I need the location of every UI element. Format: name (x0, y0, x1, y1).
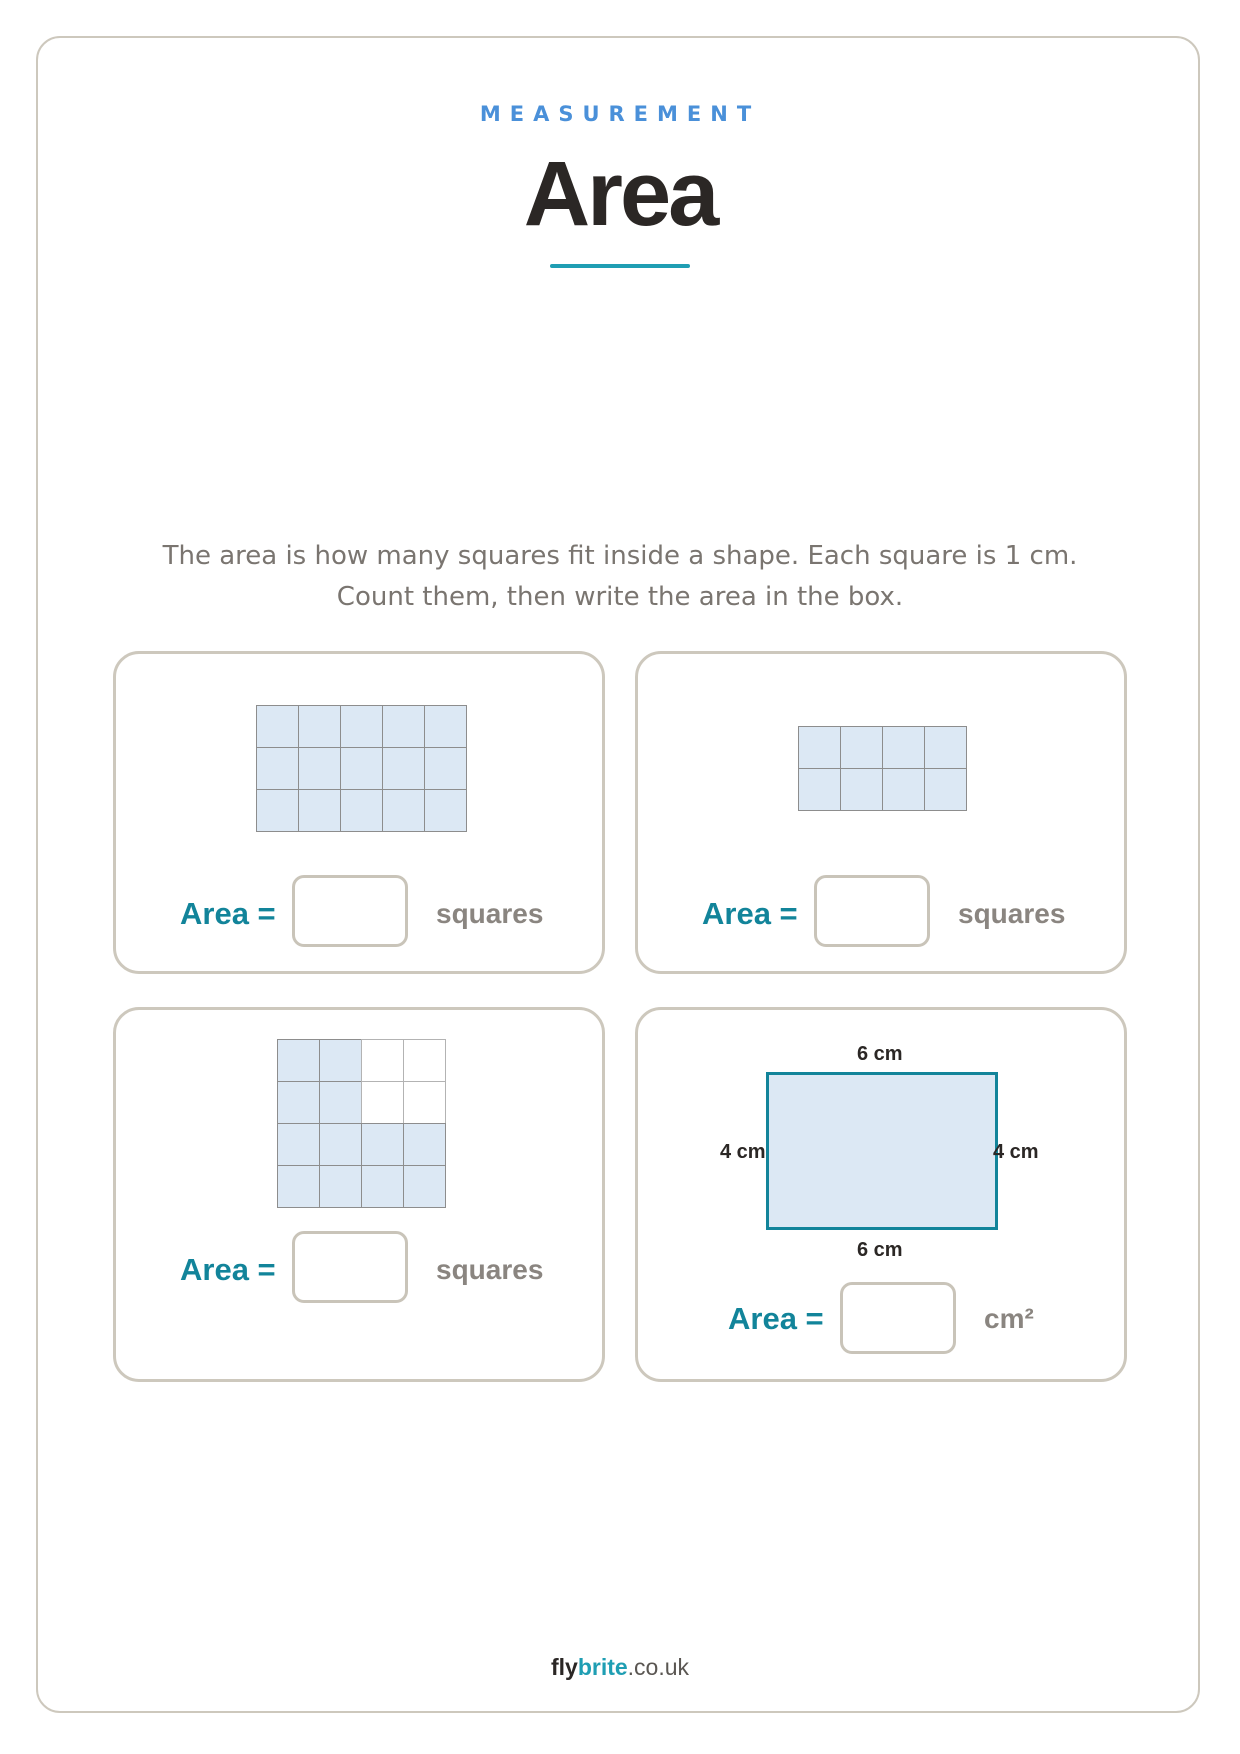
grid-square-filled (361, 1123, 404, 1166)
grid-square-filled (277, 1081, 320, 1124)
area-label: Area = (728, 1301, 824, 1336)
title-underline (550, 264, 690, 268)
grid-square-filled (277, 1165, 320, 1208)
answer-box-3[interactable] (292, 1231, 408, 1303)
grid-square-empty (361, 1039, 404, 1082)
grid-square-filled (277, 1039, 320, 1082)
answer-box-2[interactable] (814, 875, 930, 947)
grid-square-filled (340, 705, 383, 748)
grid-square-filled (298, 705, 341, 748)
answer-box-1[interactable] (292, 875, 408, 947)
unit-label: squares (958, 898, 1066, 929)
grid-square-filled (340, 789, 383, 832)
question-card-4 (635, 1007, 1127, 1382)
grid-square-filled (424, 747, 467, 790)
grid-square-filled (798, 726, 841, 769)
grid-square-empty (403, 1039, 446, 1082)
grid-square-filled (319, 1039, 362, 1082)
grid-square-filled (924, 768, 967, 811)
grid-square-filled (256, 747, 299, 790)
dimension-right: 4 cm (993, 1141, 1039, 1163)
grid-square-filled (382, 747, 425, 790)
grid-square-filled (382, 789, 425, 832)
grid-square-filled (840, 768, 883, 811)
question-card-2 (635, 651, 1127, 974)
grid-square-filled (403, 1123, 446, 1166)
page-title: Area (523, 143, 717, 245)
grid-square-filled (319, 1165, 362, 1208)
square-grid-3 (277, 1039, 445, 1207)
grid-square-filled (298, 789, 341, 832)
grid-square-filled (340, 747, 383, 790)
square-grid-1 (256, 705, 466, 831)
grid-square-filled (840, 726, 883, 769)
section-eyebrow: MEASUREMENT (479, 102, 761, 126)
footer-brand (0, 1654, 1240, 1681)
rectangle-shape (766, 1072, 998, 1230)
brand-domain: .co.uk (627, 1654, 690, 1680)
grid-square-filled (256, 705, 299, 748)
grid-square-filled (277, 1123, 320, 1166)
unit-label: squares (436, 1254, 544, 1285)
grid-square-filled (403, 1165, 446, 1208)
grid-square-filled (924, 726, 967, 769)
dimension-top: 6 cm (857, 1043, 903, 1065)
grid-square-filled (298, 747, 341, 790)
instructions-line-2: Count them, then write the area in the box. (336, 582, 904, 612)
area-label: Area = (180, 896, 276, 931)
unit-label: cm² (984, 1303, 1034, 1334)
dimension-left: 4 cm (720, 1141, 766, 1163)
instructions-line-1: The area is how many squares fit inside a shape. Each square is 1 cm. (162, 541, 1078, 571)
grid-square-filled (882, 768, 925, 811)
question-card-3 (113, 1007, 605, 1382)
grid-square-filled (319, 1081, 362, 1124)
grid-square-empty (403, 1081, 446, 1124)
question-card-1 (113, 651, 605, 974)
grid-square-filled (256, 789, 299, 832)
grid-square-filled (882, 726, 925, 769)
area-label: Area = (180, 1252, 276, 1287)
area-label: Area = (702, 896, 798, 931)
brand-fly: fly (550, 1654, 578, 1680)
brand-brite: brite (577, 1654, 628, 1680)
dimension-bottom: 6 cm (857, 1239, 903, 1261)
grid-square-filled (798, 768, 841, 811)
grid-square-empty (361, 1081, 404, 1124)
instructions (80, 536, 1160, 618)
grid-square-filled (382, 705, 425, 748)
grid-square-filled (319, 1123, 362, 1166)
grid-square-filled (424, 705, 467, 748)
grid-square-filled (361, 1165, 404, 1208)
unit-label: squares (436, 898, 544, 929)
answer-box-4[interactable] (840, 1282, 956, 1354)
square-grid-2 (798, 726, 966, 810)
grid-square-filled (424, 789, 467, 832)
